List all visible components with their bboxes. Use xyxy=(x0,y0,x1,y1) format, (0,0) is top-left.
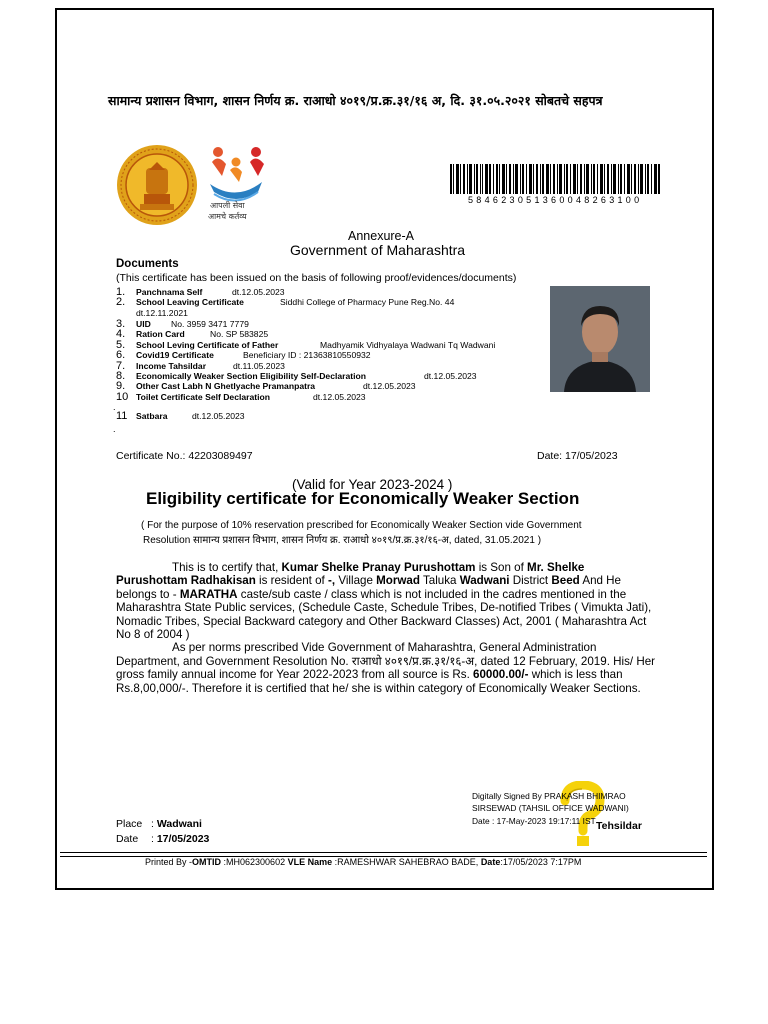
barcode-number: 584623051360048263100 xyxy=(468,195,643,205)
document-item: 11 Satbara dt.12.05.2023 xyxy=(116,410,245,422)
certificate-body xyxy=(116,561,656,695)
documents-heading: Documents xyxy=(116,258,179,270)
documents-subheading: (This certificate has been issued on the basis of following proof/evidences/documents) xyxy=(116,272,517,284)
document-item: 3. UID No. 3959 3471 7779 xyxy=(116,318,249,330)
certificate-date: Date: 17/05/2023 xyxy=(537,450,618,462)
purpose-line-2: Resolution सामान्य प्रशासन विभाग, शासन निर्णय क्र. राआधो ४०१९/प्र.क्र.३१/१६-अ, dated, 31.05.2021 ) xyxy=(143,535,542,546)
logo-tagline-1: आपली सेवा xyxy=(210,201,245,210)
certificate-frame xyxy=(55,8,714,890)
government-title: Government of Maharashtra xyxy=(290,242,466,258)
logo-tagline-2: आमचे कर्तव्य xyxy=(208,212,247,221)
barcode-icon xyxy=(450,164,660,194)
document-item: 10 Toilet Certificate Self Declaration dt.12.05.2023 xyxy=(116,391,366,403)
document-item: 6. Covid19 Certificate Beneficiary ID : 21363810550932 xyxy=(116,349,371,361)
applicant-photo xyxy=(550,286,650,392)
document-item: 5. School Leving Certificate of Father Madhyamik Vidhyalaya Wadwani Tq Wadwani xyxy=(116,339,496,351)
body-paragraph-2: As per norms prescribed Vide Government of Maharashtra, General Administration Department, and Government Resolution No. राआधो ४०१९/प्र.क्र.३१/१६-अ, dated 12 February, 2019. His/ Her gross family annual income for Year 2022-2023 from all source is Rs. 60000.00/- which is less than Rs.8,00,000/-. Therefore it is certified that he/ she is within category of Economically Weaker Sections. xyxy=(116,641,656,695)
document-item: 1. Panchnama Self dt.12.05.2023 xyxy=(116,286,285,298)
document-item: 2. School Leaving Certificate Siddhi College of Pharmacy Pune Reg.No. 44 xyxy=(116,296,455,308)
document-item-continuation: dt.12.11.2021 xyxy=(136,308,188,318)
document-item: 8. Economically Weaker Section Eligibility Self-Declaration dt.12.05.2023 xyxy=(116,370,477,382)
bullet-dot: . xyxy=(113,424,116,434)
date-field: Date : 17/05/2023 xyxy=(116,833,210,845)
printed-by-footer: Printed By -OMTID :MH062300602 VLE Name :RAMESHWAR SAHEBRAO BADE, Date:17/05/2023 7:17PM xyxy=(145,857,582,867)
bullet-dot: . xyxy=(113,402,116,412)
place-field: Place : Wadwani xyxy=(116,818,202,830)
maharashtra-seal-icon xyxy=(116,144,198,226)
signatory-designation: Tehsildar xyxy=(596,820,642,832)
digital-signature: Digitally Signed By PRAKASH BHIMRAO SIRSEWAD (TAHSIL OFFICE WADWANI) Date : 17-May-2023 19:17:11 IST xyxy=(472,791,629,826)
marathi-header: सामान्य प्रशासन विभाग, शासन निर्णय क्र. राआधो ४०१९/प्र.क्र.३१/१६ अ, दि. ३१.०५.२०२१ सोबतचे सहपत्र xyxy=(108,93,603,108)
document-item: 9. Other Cast Labh N Ghetlyache Pramanpatra dt.12.05.2023 xyxy=(116,380,416,392)
certificate-number: Certificate No.: 42203089497 xyxy=(116,450,253,462)
purpose-line-1: ( For the purpose of 10% reservation prescribed for Economically Weaker Section vide Government xyxy=(141,520,582,531)
body-paragraph-1: This is to certify that, Kumar Shelke Pranay Purushottam is Son of Mr. Shelke Purushottam Radhakisan is resident of -, Village Morwad Taluka Wadwani District Beed And He belongs to - MARATHA caste/sub caste / class which is not included in the cadres mentioned in the Maharashtra State Public services, (Schedule Caste, Schedule Tribes, De-notified Tribes ( Vimukta Jati), Nomadic Tribes, Special Backward category and Other Backward Classes) Act, 2001 ( Maharashtra Act No 8 of 2004 ) xyxy=(116,561,652,642)
footer-divider xyxy=(60,852,707,853)
annexure-label: Annexure-A xyxy=(348,229,415,243)
certificate-title: Eligibility certificate for Economically Weaker Section xyxy=(146,489,580,508)
document-item: 4. Ration Card No. SP 583825 xyxy=(116,328,269,340)
document-item: 7. Income Tahsildar dt.11.05.2023 xyxy=(116,360,285,372)
validity-period: (Valid for Year 2023-2024 ) xyxy=(292,477,453,492)
